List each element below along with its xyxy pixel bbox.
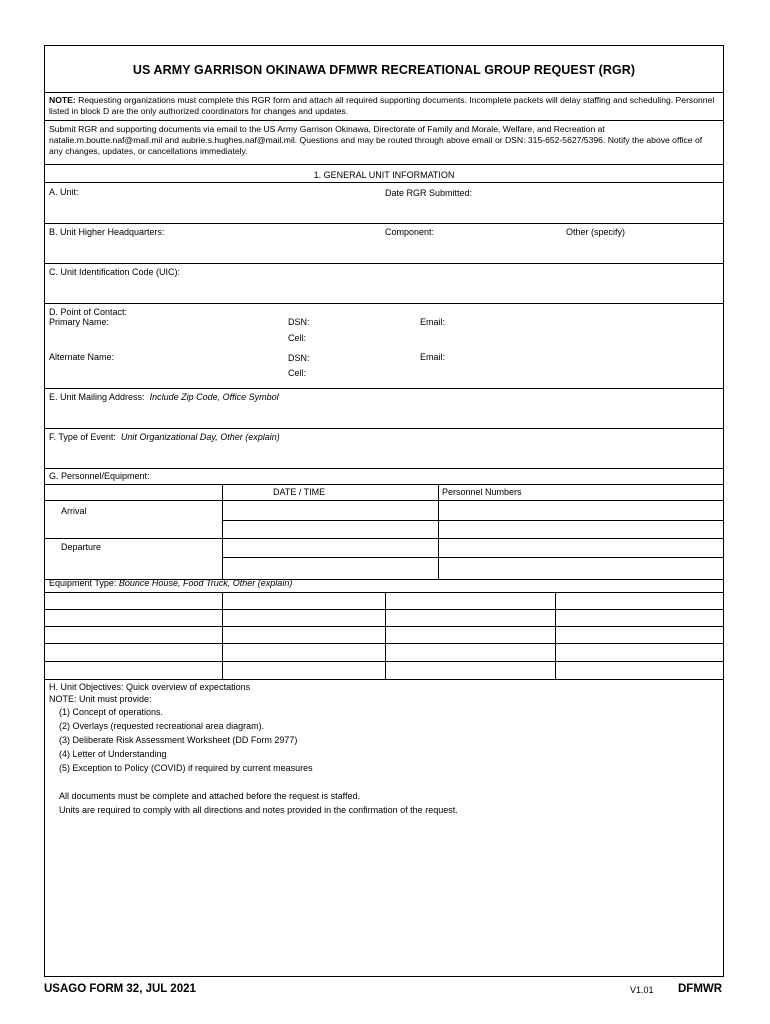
objective-item: (1) Concept of operations. <box>59 707 164 717</box>
alternate-dsn-label: DSN: <box>288 353 310 363</box>
primary-name-label: Primary Name: <box>49 317 110 327</box>
departure-date-time-cell-2[interactable] <box>223 558 438 579</box>
poc-label: D. Point of Contact: <box>49 307 128 317</box>
alternate-name-label: Alternate Name: <box>49 352 115 362</box>
divider <box>45 164 723 165</box>
rgr-form <box>44 45 724 977</box>
personnel-numbers-header: Personnel Numbers <box>442 487 522 497</box>
other-specify-label: Other (specify) <box>566 227 626 237</box>
arrival-label: Arrival <box>61 506 87 516</box>
event-type-title: F. Type of Event: <box>49 432 116 442</box>
divider <box>45 303 723 304</box>
equipment-table-cells[interactable] <box>45 593 723 679</box>
objectives-footer-1: All documents must be complete and attached before the request is staffed. <box>59 791 361 801</box>
submit-paragraph: Submit RGR and supporting documents via email to the US Army Garrison Okinawa, Directorate of Family and Morale, Welfare, and Recreation at natalie.m.boutte.naf@mail.mil and aubrie.s.hughes.naf@mail.mil. Questions and may be routed through above email or DSN: 315-652-5627/5396. Notify the above office of any changes, updates, or cancellations immediately. <box>49 124 703 156</box>
divider <box>45 679 723 680</box>
form-org: DFMWR <box>678 983 723 995</box>
objectives-note: NOTE: Unit must provide: <box>49 694 152 704</box>
event-type-field[interactable] <box>45 429 723 468</box>
divider <box>45 484 723 485</box>
unit-field[interactable] <box>45 183 723 223</box>
objective-item: (3) Deliberate Risk Assessment Worksheet (DD Form 2977) <box>59 735 298 745</box>
primary-cell-label: Cell: <box>288 333 307 343</box>
arrival-personnel-cell-2[interactable] <box>439 521 723 538</box>
objectives-label: H. Unit Objectives: Quick overview of expectations <box>49 682 251 692</box>
departure-personnel-cell-2[interactable] <box>439 558 723 579</box>
arrival-date-time-cell[interactable] <box>223 501 438 520</box>
form-title: US ARMY GARRISON OKINAWA DFMWR RECREATIONAL GROUP REQUEST (RGR) <box>132 63 636 77</box>
personnel-equipment-label: G. Personnel/Equipment: <box>49 471 150 481</box>
alternate-email-label: Email: <box>420 352 446 362</box>
objectives-footer-2: Units are required to comply with all directions and notes provided in the confirmation of the request. <box>59 805 458 815</box>
objective-item: (2) Overlays (requested recreational area diagram). <box>59 721 265 731</box>
divider <box>45 92 723 93</box>
uic-label: C. Unit Identification Code (UIC): <box>49 267 181 277</box>
higher-hq-label: B. Unit Higher Headquarters: <box>49 227 165 237</box>
departure-personnel-cell[interactable] <box>439 539 723 557</box>
date-submitted-label: Date RGR Submitted: <box>385 188 473 198</box>
form-id: USAGO FORM 32, JUL 2021 <box>44 983 196 995</box>
component-label: Component: <box>385 227 435 237</box>
note-paragraph <box>49 95 715 117</box>
arrival-date-time-cell-2[interactable] <box>223 521 438 538</box>
departure-date-time-cell[interactable] <box>223 539 438 557</box>
section1-header: 1. GENERAL UNIT INFORMATION <box>313 170 455 180</box>
objective-item: (5) Exception to Policy (COVID) if required by current measures <box>59 763 313 773</box>
primary-email-label: Email: <box>420 317 446 327</box>
primary-dsn-label: DSN: <box>288 317 310 327</box>
note-label: NOTE: <box>49 95 76 105</box>
equipment-type-hint: Bounce House, Food Truck, Other (explain) <box>118 578 293 588</box>
equipment-type-label <box>49 578 292 589</box>
alternate-cell-label: Cell: <box>288 368 307 378</box>
divider <box>45 120 723 121</box>
uic-field[interactable] <box>45 264 723 303</box>
unit-label: A. Unit: <box>49 187 79 197</box>
note-text: Requesting organizations must complete this RGR form and attach all required supporting documents. Incomplete packets will delay staffing and scheduling. Personnel listed in block D are the only authorized coordinators for changes and updates. <box>49 95 715 116</box>
date-time-header: DATE / TIME <box>273 487 326 497</box>
objective-item: (4) Letter of Understanding <box>59 749 167 759</box>
equipment-type-title: Equipment Type: <box>49 578 117 588</box>
mailing-address-field[interactable] <box>45 389 723 428</box>
higher-hq-field[interactable] <box>45 224 723 263</box>
mailing-address-title: E. Unit Mailing Address: <box>49 392 145 402</box>
mailing-address-hint: Include Zip Code, Office Symbol <box>149 392 279 402</box>
arrival-personnel-cell[interactable] <box>439 501 723 520</box>
departure-label: Departure <box>61 542 102 552</box>
objectives-field[interactable] <box>45 821 723 971</box>
event-type-hint: Unit Organizational Day, Other (explain) <box>120 432 280 442</box>
form-version: V1.01 <box>630 985 654 995</box>
divider <box>45 468 723 469</box>
